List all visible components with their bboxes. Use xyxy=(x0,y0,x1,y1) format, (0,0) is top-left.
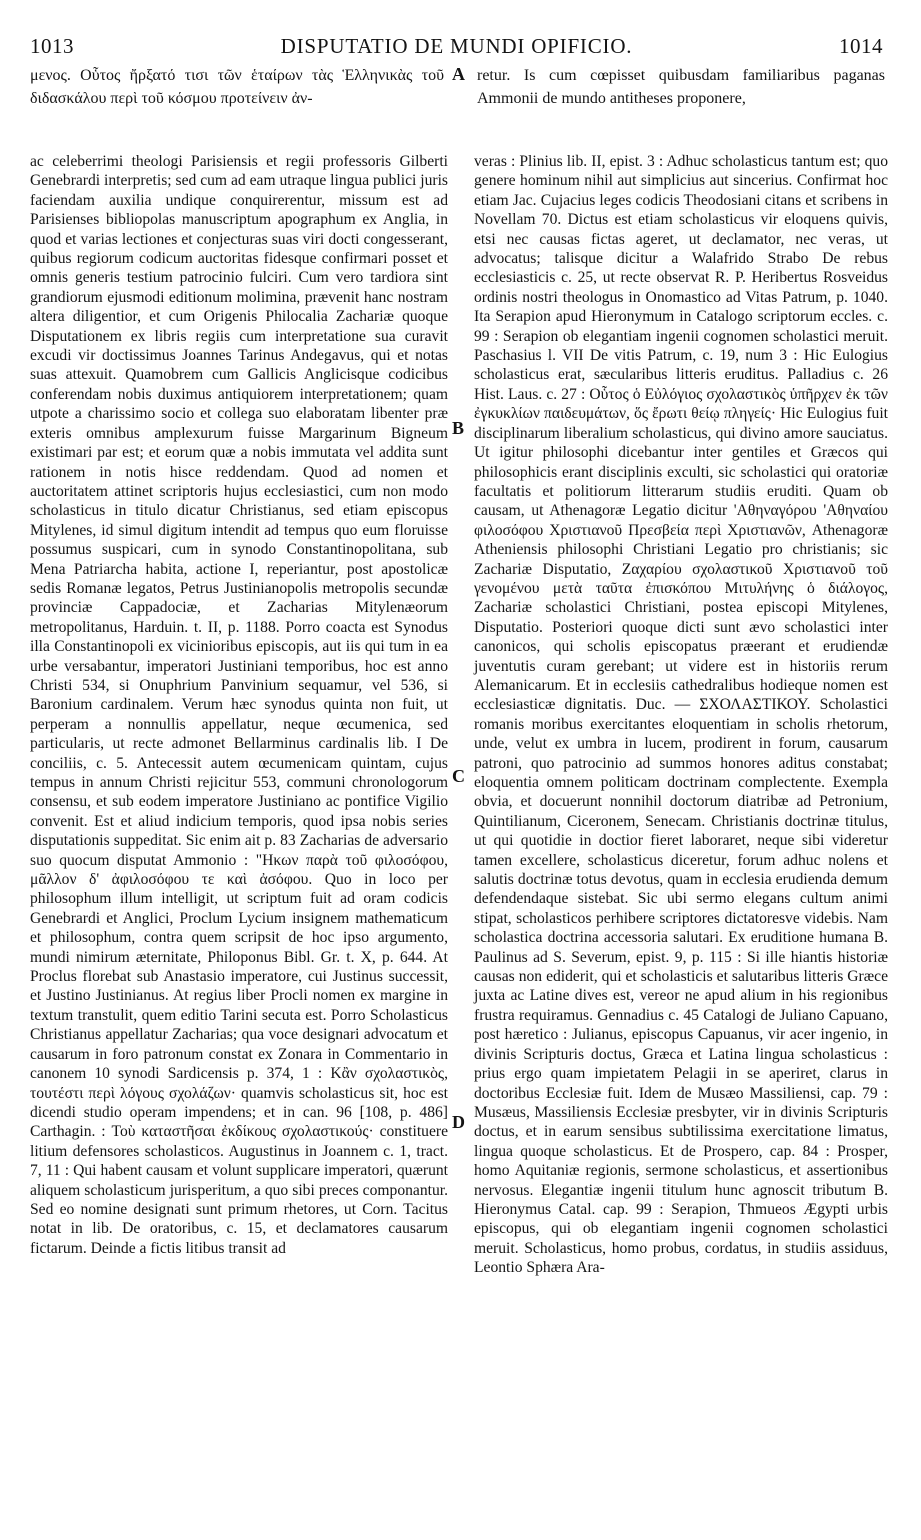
left-column-paragraph: ac celeberrimi theologi Parisiensis et regii professoris Gilberti Genebrardi interpretis; sed cum ad eam utraque lingua publici juris faciendam auxilia undique conquirerentur, missum est ad Parisienses bibliopolas manuscriptum apographum ex Anglia, in quod et varias lectiones et conjecturas suas viri docti congesserant, quibus regiorum codicum auctoritas fidesque confirmari posset et omnis generis testium patrocinio fulciri. Cum vero tardiora sint grandiorum ejusmodi editionum molimina, prævenit hanc nostram altera diligentior, et cum Origenis Philocalia Zachariæ quoque Disputationem ex libris regiis cum interpretatione sua curavit excudi vir doctissimus Joannes Tarinus Andegavus, qui et notas suas attexuit. Quamobrem cum Gallicis Anglicisque codicibus conferendam nobis duximus antiquiorem interpretationem; quam utpote a charissimo socio et collega suo elaboratam libenter præ exteris omnibus amplexurum fuisse Margarinum Bigneum existimari par est; et eorum quæ a nobis immutata vel addita sunt rationem in notis hisce reddendam. Quod ad nomen et auctoritatem attinet scriptoris hujus ecclesiastici, cum non modo scholasticus in titulo dicatur Christianus, sed etiam episcopus Mitylenes, id simul digitum intendit ad tempus quo eum floruisse possumus suspicari, cum in synodo Constantinopolitana, sub Mena Patriarcha habita, actione I, reperiantur, post apostolicæ sedis Romanæ legatos, Petrus Justinianopolis metropolis secundæ provinciæ Cappadociæ, et Zacharias Mitylenæorum metropolitanus, Harduin. t. II, p. 1188. Porro coacta est Synodus illa Constantinopoli ex vicinioribus episcopis, aut iis qui tum in ea urbe versabantur, imperatori Justiniani temporibus, hoc est anno Christi 534, si Onuphrium Panvinium sequamur, vel 536, si Baronium cardinalem. Verum hæc synodus quinta non fuit, ut perperam a nonnullis appellatur, neque œcumenica, sed particularis, ut recte admonet Bellarminus cardinalis lib. I De conciliis, c. 5. Antecessit autem œcumenicam quintam, cujus tempus in annum Christi rejicitur 553, communi chronologorum consensu, et sub eodem imperatore Justiniano ac pontifice Vigilio convenit. Est et aliud indicium temporis, quod ipsa nobis series disputationis suppeditat. Sic enim ait p. 83 Zacharias de adversario suo quocum disputat Ammonio : "Ηκων παρὰ τοῦ φιλοσόφου, μᾶλλον δ' ἀφιλοσόφου τε καὶ ἀσόφου. Quo in loco per philosophum illum intelligit, ut scriptum fuit ad oram codicis Genebrardi et Anglici, Proclum Lycium insignem mathematicum et philosophum, contra quem scripsit de hoc ipso argumento, mundi nimirum æternitate, Philoponus Bibl. Gr. t. X, p. 644. At Proclus florebat sub Anastasio imperatore, cui Justinus successit, et Justino Justinianus. At regius liber Procli nomen ex margine in textum transtulit, quem editio Tarini secuta est. Porro Scholasticus Christianus appellatur Zacharias; qua voce designari advocatum et causarum in foro patronum constat ex Zonara in Commentario in canonem 10 synodi Sardicensis p. 374, 1 : Κἂν σχολαστικὸς, τουτέστι περὶ λόγους σχολάζων· quamvis scholasticus sit, hoc est dicendi studio operam impendens; et in can. 96 [108, p. 486] Carthagin. : Τοὺ καταστῆσαι ἐκδίκους σχολαστικούς· constituere litium defensores scholasticos. Augustinus in Joannem c. 1, tract. 7, 11 : Qui habent causam et volunt supplicare imperatori, quærunt aliquem scholasticum jurisperitum, a quo sibi preces componantur. Sed eo nomine designati sunt primum rhetores, ut Corn. Tacitus notat in lib. De oratoribus, c. 15, et declamatores causarum fictarum. Deinde a fictis litibus transit ad xyxy=(30,153,448,1257)
running-title: DISPUTATIO DE MUNDI OPIFICIO. xyxy=(280,34,633,58)
margin-marker-c: C xyxy=(452,766,465,786)
lead-text-right: retur. Is cum cœpisset quibusdam familiaribus paganas Ammonii de mundo antitheses proponere, xyxy=(477,67,885,107)
right-column-paragraph: veras : Plinius lib. II, epist. 3 : Adhuc scholasticus tantum est; quo genere hominum nihil aut simplicius aut sincerius. Confirmat hoc etiam Jac. Cujacius leges codicis Theodosiani citans et scribens in Novellam 70. Dictus est etiam scholasticus vir eloquens quivis, etsi nec causas fictas ageret, ut declamator, nec veras, ut advocatus; talisque dicitur a Walafrido Strabo De rebus ecclesiasticis c. 25, ut recte observat R. P. Heribertus Rosveidus ordinis nostri theologus in Onomastico ad Vitas Patrum, p. 1040. Ita Serapion apud Hieronymum in Catalogo scriptorum eccles. c. 99 : Serapion ob elegantiam ingenii cognomen scholastici meruit. Paschasius l. VII De vitis Patrum, c. 19, num 3 : Hic Eulogius scholasticus erat, sæcularibus litteris eruditus. Palladius c. 26 Hist. Laus. c. 27 : Οὗτος ὁ Εὐλόγιος σχολαστικὸς ὑπῆρχεν ἐκ τῶν ἐγκυκλίων παιδευμάτων, ὅς ἔρωτι θείῳ πληγείς· Hic Eulogius fuit disciplinarum liberalium scholasticus, qui divino amore sauciatus. Ut igitur philosophi dicebantur inter gentiles et Græcos qui philosophicis erant disciplinis exculti, sic scholastici qui oratoriæ facultatis et politiorum litterarum studiis eruditi. Quam ob causam, ut Athenagoræ Legatio dicitur 'Αθηναγόρου 'Αθηναίου φιλοσόφου Χριστιανοῦ Πρεσβεία περὶ Χριστιανῶν, Athenagoræ Atheniensis philosophi Christiani Legatio pro christianis; sic Zachariæ Disputatio, Ζαχαρίου σχολαστικοῦ Χριστιανοῦ τοῦ γενομένου μετὰ ταῦτα ἐπισκόπου Μιτυλήνης ὁ διάλογος, Zachariæ scholastici Christiani, postea episcopi Mitylenes, Disputatio. Posteriori quoque dicti sunt ævo scholastici inter canonicos, qui scholis episcopatus præerant et erudiendæ juventutis curam gerebant; ut videre est in historiis rerum Alemanicarum. Et in ecclesiis cathedralibus hodieque nomen est ecclesiasticæ dignitatis. Duc. — ΣΧΟΛΑΣΤΙΚΟΥ. Scholastici romanis moribus exercitantes eloquentiam in scholis rhetorum, unde, velut ex umbra in lucem, prodirent in forum, causarum patroni, quo patrocinio ad summos honores aditus constabat; eloquentia omnem politicam doctrinam complectente. Exempla obvia, et docuerunt nonnihil doctorum diatribæ ad Petronium, Quintilianum, Ciceronem, Senecam. Christianis doctrinæ titulus, ut qui quotidie in doctior fieret laboraret, neque sibi videretur tamen excellere, scholasticus diceretur, forum adhuc nolens et salutis doctrinæ totus devotus, quam in ecclesia erudienda demum defendendaque sistebat. Sic ubi sermo elegans cultum animi stipat, scholasticos perhibere scriptores dictatoresve videbis. Nam scholastica doctrina accessoria salutari. Ex eruditione humana B. Paulinus ad S. Severum, epist. 9, p. 115 : Si ille hiantis historiæ causas non ediderit, qui et scholasticis et salutaribus litteris Græce juxta ac Latine dives est, vereor ne apud alium in his regionibus frustra requiramus. Gennadius c. 45 Catalogi de Juliano Capuano, post hæretico : Julianus, episcopus Capuanus, vir acer ingenio, in divinis Scripturis doctus, Græca et Latina lingua scholasticus : prius ergo quam impietatem Pelagii in se aperiret, clarus in doctoribus Ecclesiæ fuit. Idem de Musæo Massiliensi, cap. 79 : Musæus, Massiliensis Ecclesiæ presbyter, vir in divinis Scripturis doctus, et in earum sensibus subtilissima exercitatione limatus, lingua quoque scholasticus. Et de Prospero, cap. 84 : Prosper, homo Aquitaniæ regionis, sermone scholasticus, et assertionibus nervosus. Elegantiæ ingenii titulum hunc agnoscit tributum B. Hieronymus Catal. cap. 99 : Serapion, Thmueos Ægypti urbis episcopus, qui ob elegantiam ingenii cognomen scholastici meruit. Scholasticus, homo probus, cordatus, in studiis assiduus, Leontio Sphæra Ara- xyxy=(474,153,888,1277)
page-header xyxy=(30,34,883,60)
left-column xyxy=(30,152,448,1258)
page-number-left: 1013 xyxy=(30,34,74,58)
lead-text-left: μενος. Οὗτος ἤρξατό τισι τῶν ἑταίρων τὰς Ἑλληνικὰς τοῦ διδασκάλου περὶ τοῦ κόσμου προτείνειν ἀν- xyxy=(30,67,444,107)
margin-marker-d: D xyxy=(452,1112,465,1132)
margin-marker-b: B xyxy=(452,418,465,438)
margin-marker-a: A xyxy=(452,64,465,84)
page-number-right: 1014 xyxy=(839,34,883,58)
right-column xyxy=(474,152,888,1278)
